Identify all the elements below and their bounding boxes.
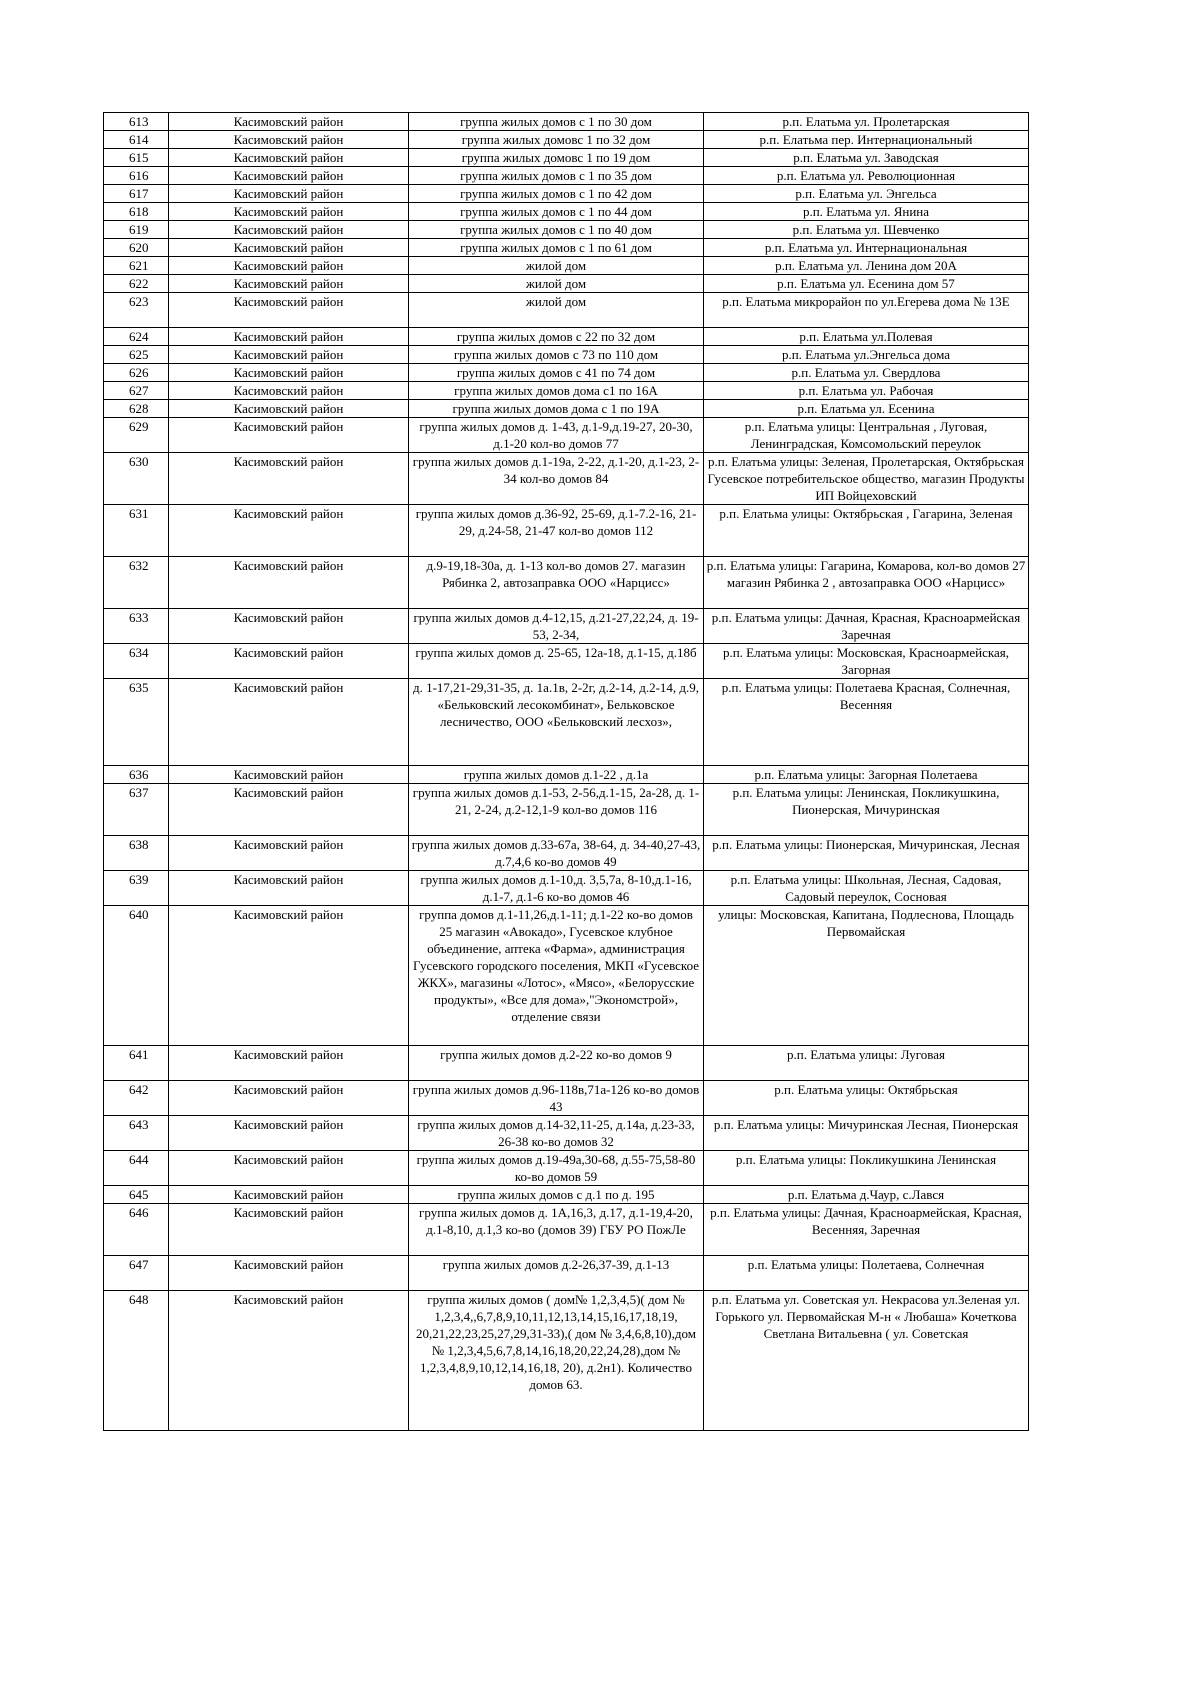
row-number: 641 — [104, 1046, 169, 1081]
address-cell: р.п. Елатьма ул. Есенина дом 57 — [704, 275, 1029, 293]
row-number: 645 — [104, 1186, 169, 1204]
district-cell: Касимовский район — [169, 239, 409, 257]
table-row — [104, 293, 1029, 328]
district-cell: Касимовский район — [169, 1151, 409, 1186]
object-cell: группа жилых домов д.2-26,37-39, д.1-13 — [409, 1256, 704, 1291]
object-cell: группа жилых домов с 73 по 110 дом — [409, 346, 704, 364]
district-cell: Касимовский район — [169, 1186, 409, 1204]
district-cell: Касимовский район — [169, 275, 409, 293]
table-row — [104, 609, 1029, 644]
address-cell: р.п. Елатьма улицы: Мичуринская Лесная, Пионерская — [704, 1116, 1029, 1151]
table-row — [104, 167, 1029, 185]
object-cell: д. 1-17,21-29,31-35, д. 1а.1в, 2-2г, д.2-14, д.2-14, д.9, «Бельковский лесокомбинат», Бельковское лесничество, ООО «Бельковский лесхоз», — [409, 679, 704, 766]
object-cell: группа жилых домов дома с 1 по 19А — [409, 400, 704, 418]
object-cell: группа жилых домов д.19-49а,30-68, д.55-75,58-80 ко-во домов 59 — [409, 1151, 704, 1186]
district-cell: Касимовский район — [169, 113, 409, 131]
table-row — [104, 221, 1029, 239]
table-row — [104, 871, 1029, 906]
address-cell: р.п. Елатьма улицы: Октябрьская , Гагарина, Зеленая — [704, 505, 1029, 557]
row-number: 642 — [104, 1081, 169, 1116]
row-number: 620 — [104, 239, 169, 257]
row-number: 632 — [104, 557, 169, 609]
object-cell: группа домов д.1-11,26,д.1-11; д.1-22 ко-во домов 25 магазин «Авокадо», Гусевское клубное объединение, аптека «Фарма», администрация Гусевского городского поселения, МКП «Гусевское ЖКХ», магазины «Лотос», «Мясо», «Белорусские продукты», «Все для дома»,"Экономстрой», отделение связи — [409, 906, 704, 1046]
address-cell: р.п. Елатьма ул.Полевая — [704, 328, 1029, 346]
district-cell: Касимовский район — [169, 293, 409, 328]
table-row — [104, 328, 1029, 346]
address-cell: р.п. Елатьма улицы: Гагарина, Комарова, кол-во домов 27 магазин Рябинка 2 , автозаправка ООО «Нарцисс» — [704, 557, 1029, 609]
address-cell: улицы: Московская, Капитана, Подлеснова, Площадь Первомайская — [704, 906, 1029, 1046]
object-cell: жилой дом — [409, 275, 704, 293]
district-cell: Касимовский район — [169, 505, 409, 557]
row-number: 627 — [104, 382, 169, 400]
row-number: 638 — [104, 836, 169, 871]
table-row — [104, 1081, 1029, 1116]
address-cell: р.п. Елатьма ул. Пролетарская — [704, 113, 1029, 131]
object-cell: жилой дом — [409, 257, 704, 275]
table-row — [104, 364, 1029, 382]
row-number: 648 — [104, 1291, 169, 1431]
district-cell: Касимовский район — [169, 203, 409, 221]
row-number: 621 — [104, 257, 169, 275]
table-row — [104, 679, 1029, 766]
object-cell: группа жилых домовс 1 по 19 дом — [409, 149, 704, 167]
district-cell: Касимовский район — [169, 382, 409, 400]
row-number: 619 — [104, 221, 169, 239]
district-cell: Касимовский район — [169, 149, 409, 167]
row-number: 613 — [104, 113, 169, 131]
object-cell: группа жилых домов д. 25-65, 12а-18, д.1-15, д.18б — [409, 644, 704, 679]
district-cell: Касимовский район — [169, 784, 409, 836]
address-cell: р.п. Елатьма улицы: Школьная, Лесная, Садовая, Садовый переулок, Сосновая — [704, 871, 1029, 906]
address-table — [103, 112, 1029, 1431]
table-row — [104, 257, 1029, 275]
row-number: 640 — [104, 906, 169, 1046]
object-cell: группа жилых домов д.1-22 , д.1а — [409, 766, 704, 784]
row-number: 647 — [104, 1256, 169, 1291]
row-number: 633 — [104, 609, 169, 644]
address-cell: р.п. Елатьма ул.Энгельса дома — [704, 346, 1029, 364]
address-cell: р.п. Елатьма д.Чаур, с.Лався — [704, 1186, 1029, 1204]
table-row — [104, 1046, 1029, 1081]
district-cell: Касимовский район — [169, 1116, 409, 1151]
object-cell: группа жилых домов д.1-10,д. 3,5,7а, 8-10,д.1-16, д.1-7, д.1-6 ко-во домов 46 — [409, 871, 704, 906]
district-cell: Касимовский район — [169, 609, 409, 644]
address-cell: р.п. Елатьма ул. Свердлова — [704, 364, 1029, 382]
object-cell: группа жилых домов д. 1-43, д.1-9,д.19-27, 20-30, д.1-20 кол-во домов 77 — [409, 418, 704, 453]
row-number: 630 — [104, 453, 169, 505]
object-cell: группа жилых домов с 1 по 40 дом — [409, 221, 704, 239]
object-cell: группа жилых домов д. 1А,16,3, д.17, д.1-19,4-20, д.1-8,10, д.1,3 ко-во (домов 39) ГБУ РО ПожЛе — [409, 1204, 704, 1256]
row-number: 636 — [104, 766, 169, 784]
table-row — [104, 239, 1029, 257]
object-cell: группа жилых домов д.1-53, 2-56,д.1-15, 2а-28, д. 1-21, 2-24, д.2-12,1-9 кол-во домов 116 — [409, 784, 704, 836]
district-cell: Касимовский район — [169, 328, 409, 346]
row-number: 625 — [104, 346, 169, 364]
address-cell: р.п. Елатьма ул. Революционная — [704, 167, 1029, 185]
district-cell: Касимовский район — [169, 400, 409, 418]
table-row — [104, 275, 1029, 293]
row-number: 637 — [104, 784, 169, 836]
address-cell: р.п. Елатьма ул. Советская ул. Некрасова ул.Зеленая ул. Горького ул. Первомайская М-н « Любаша» Кочеткова Светлана Витальевна ( ул. Советская — [704, 1291, 1029, 1431]
district-cell: Касимовский район — [169, 453, 409, 505]
object-cell: группа жилых домов с 1 по 42 дом — [409, 185, 704, 203]
row-number: 626 — [104, 364, 169, 382]
address-cell: р.п. Елатьма ул. Ленина дом 20А — [704, 257, 1029, 275]
row-number: 615 — [104, 149, 169, 167]
district-cell: Касимовский район — [169, 1046, 409, 1081]
object-cell: группа жилых домов с 1 по 44 дом — [409, 203, 704, 221]
address-cell: р.п. Елатьма улицы: Покликушкина Ленинская — [704, 1151, 1029, 1186]
table-row — [104, 1151, 1029, 1186]
table-row — [104, 400, 1029, 418]
address-cell: р.п. Елатьма улицы: Пионерская, Мичуринская, Лесная — [704, 836, 1029, 871]
object-cell: группа жилых домовс 1 по 32 дом — [409, 131, 704, 149]
district-cell: Касимовский район — [169, 1081, 409, 1116]
row-number: 623 — [104, 293, 169, 328]
object-cell: группа жилых домов ( дом№ 1,2,3,4,5)( дом № 1,2,3,4,,6,7,8,9,10,11,12,13,14,15,16,17,18,19, 20,21,22,23,25,27,29,31-33),( дом № 3,4,6,8,10),дом № 1,2,3,4,5,6,7,8,14,16,18,20,22,24,28),дом № 1,2,3,4,8,9,10,12,14,16,18, 20), д.2н1). Количество домов 63. — [409, 1291, 704, 1431]
object-cell: группа жилых домов д.14-32,11-25, д.14а, д.23-33, 26-38 ко-во домов 32 — [409, 1116, 704, 1151]
object-cell: группа жилых домов д.36-92, 25-69, д.1-7.2-16, 21-29, д.24-58, 21-47 кол-во домов 112 — [409, 505, 704, 557]
district-cell: Касимовский район — [169, 906, 409, 1046]
address-cell: р.п. Елатьма пер. Интернациональный — [704, 131, 1029, 149]
address-cell: р.п. Елатьма микрорайон по ул.Егерева дома № 13Е — [704, 293, 1029, 328]
row-number: 618 — [104, 203, 169, 221]
district-cell: Касимовский район — [169, 131, 409, 149]
object-cell: группа жилых домов с 1 по 61 дом — [409, 239, 704, 257]
row-number: 631 — [104, 505, 169, 557]
address-cell: р.п. Елатьма улицы: Полетаева Красная, Солнечная, Весенняя — [704, 679, 1029, 766]
row-number: 646 — [104, 1204, 169, 1256]
table-row — [104, 382, 1029, 400]
row-number: 643 — [104, 1116, 169, 1151]
object-cell: группа жилых домов д.1-19а, 2-22, д.1-20, д.1-23, 2-34 кол-во домов 84 — [409, 453, 704, 505]
table-row — [104, 418, 1029, 453]
address-cell: р.п. Елатьма улицы: Дачная, Красная, Красноармейская Заречная — [704, 609, 1029, 644]
district-cell: Касимовский район — [169, 871, 409, 906]
row-number: 634 — [104, 644, 169, 679]
district-cell: Касимовский район — [169, 221, 409, 239]
row-number: 639 — [104, 871, 169, 906]
address-cell: р.п. Елатьма улицы: Ленинская, Покликушкина, Пионерская, Мичуринская — [704, 784, 1029, 836]
table-row — [104, 557, 1029, 609]
district-cell: Касимовский район — [169, 364, 409, 382]
address-cell: р.п. Елатьма улицы: Полетаева, Солнечная — [704, 1256, 1029, 1291]
address-cell: р.п. Елатьма ул. Интернациональная — [704, 239, 1029, 257]
row-number: 617 — [104, 185, 169, 203]
object-cell: группа жилых домов с 22 по 32 дом — [409, 328, 704, 346]
district-cell: Касимовский район — [169, 257, 409, 275]
object-cell: группа жилых домов д.96-118в,71а-126 ко-во домов 43 — [409, 1081, 704, 1116]
table-row — [104, 113, 1029, 131]
row-number: 616 — [104, 167, 169, 185]
district-cell: Касимовский район — [169, 557, 409, 609]
district-cell: Касимовский район — [169, 167, 409, 185]
row-number: 644 — [104, 1151, 169, 1186]
object-cell: группа жилых домов с 41 по 74 дом — [409, 364, 704, 382]
address-cell: р.п. Елатьма ул. Энгельса — [704, 185, 1029, 203]
row-number: 629 — [104, 418, 169, 453]
table-row — [104, 784, 1029, 836]
district-cell: Касимовский район — [169, 418, 409, 453]
table-row — [104, 906, 1029, 1046]
address-cell: р.п. Елатьма улицы: Дачная, Красноармейская, Красная, Весенняя, Заречная — [704, 1204, 1029, 1256]
table-row — [104, 203, 1029, 221]
row-number: 635 — [104, 679, 169, 766]
object-cell: группа жилых домов с 1 по 30 дом — [409, 113, 704, 131]
row-number: 622 — [104, 275, 169, 293]
object-cell: группа жилых домов с д.1 по д. 195 — [409, 1186, 704, 1204]
address-cell: р.п. Елатьма улицы: Центральная , Луговая, Ленинградская, Комсомольский переулок — [704, 418, 1029, 453]
row-number: 614 — [104, 131, 169, 149]
table-row — [104, 505, 1029, 557]
table-row — [104, 1291, 1029, 1431]
row-number: 624 — [104, 328, 169, 346]
district-cell: Касимовский район — [169, 766, 409, 784]
row-number: 628 — [104, 400, 169, 418]
object-cell: группа жилых домов д.4-12,15, д.21-27,22,24, д. 19-53, 2-34, — [409, 609, 704, 644]
address-cell: р.п. Елатьма улицы: Загорная Полетаева — [704, 766, 1029, 784]
object-cell: группа жилых домов с 1 по 35 дом — [409, 167, 704, 185]
table-row — [104, 149, 1029, 167]
district-cell: Касимовский район — [169, 185, 409, 203]
object-cell: жилой дом — [409, 293, 704, 328]
object-cell: группа жилых домов д.33-67а, 38-64, д. 34-40,27-43, д.7,4,6 ко-во домов 49 — [409, 836, 704, 871]
address-cell: р.п. Елатьма ул. Шевченко — [704, 221, 1029, 239]
table-row — [104, 346, 1029, 364]
district-cell: Касимовский район — [169, 836, 409, 871]
table-row — [104, 131, 1029, 149]
table-row — [104, 1204, 1029, 1256]
address-cell: р.п. Елатьма улицы: Московская, Красноармейская, Загорная — [704, 644, 1029, 679]
address-cell: р.п. Елатьма ул. Заводская — [704, 149, 1029, 167]
district-cell: Касимовский район — [169, 644, 409, 679]
district-cell: Касимовский район — [169, 679, 409, 766]
table-row — [104, 1186, 1029, 1204]
object-cell: группа жилых домов дома с1 по 16А — [409, 382, 704, 400]
district-cell: Касимовский район — [169, 1256, 409, 1291]
address-cell: р.п. Елатьма улицы: Зеленая, Пролетарская, Октябрьская Гусевское потребительское общество, магазин Продукты ИП Войцеховский — [704, 453, 1029, 505]
address-cell: р.п. Елатьма улицы: Октябрьская — [704, 1081, 1029, 1116]
district-cell: Касимовский район — [169, 1204, 409, 1256]
address-cell: р.п. Елатьма ул. Есенина — [704, 400, 1029, 418]
address-cell: р.п. Елатьма ул. Рабочая — [704, 382, 1029, 400]
district-cell: Касимовский район — [169, 346, 409, 364]
table-row — [104, 1116, 1029, 1151]
object-cell: д.9-19,18-30а, д. 1-13 кол-во домов 27. магазин Рябинка 2, автозаправка ООО «Нарцисс» — [409, 557, 704, 609]
table-row — [104, 766, 1029, 784]
table-row — [104, 644, 1029, 679]
object-cell: группа жилых домов д.2-22 ко-во домов 9 — [409, 1046, 704, 1081]
table-row — [104, 1256, 1029, 1291]
address-cell: р.п. Елатьма ул. Янина — [704, 203, 1029, 221]
table-row — [104, 185, 1029, 203]
table-row — [104, 836, 1029, 871]
district-cell: Касимовский район — [169, 1291, 409, 1431]
table-row — [104, 453, 1029, 505]
address-cell: р.п. Елатьма улицы: Луговая — [704, 1046, 1029, 1081]
